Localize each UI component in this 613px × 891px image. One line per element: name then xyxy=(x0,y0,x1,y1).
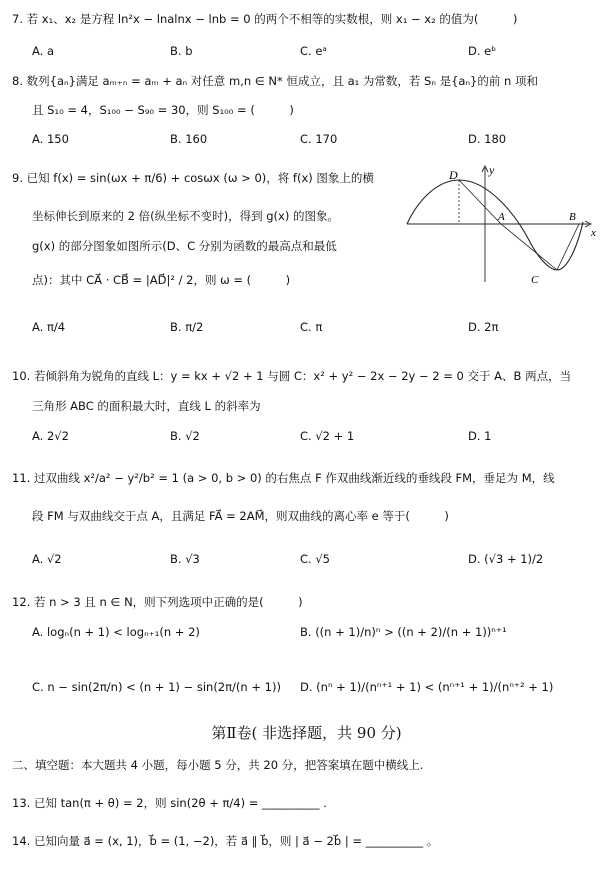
part2-title: 第Ⅱ卷( 非选择题，共 90 分) xyxy=(211,724,402,742)
q7-option-b: B. b xyxy=(170,44,193,58)
q13-stem: 13. 已知 tan(π + θ) = 2，则 sin(2θ + π/4) = __________ . xyxy=(12,796,327,810)
q8-stem-2: 且 S₁₀ = 4，S₁₀₀ − S₉₀ = 30，则 S₁₀₀ = ( ) xyxy=(32,103,294,117)
q12-option-d: D. (nⁿ + 1)/(nⁿ⁺¹ + 1) < (nⁿ⁺¹ + 1)/(nⁿ⁺² + 1) xyxy=(300,680,554,694)
q10-option-a: A. 2√2 xyxy=(32,429,69,443)
q7-stem: 7. 若 x₁、x₂ 是方程 ln²x − lnalnx − lnb = 0 的两个不相等的实数根，则 x₁ − x₂ 的值为( ) xyxy=(12,12,518,26)
q9-option-a: A. π/4 xyxy=(32,320,66,334)
q9-line-2: 坐标伸长到原来的 2 倍(纵坐标不变时)，得到 g(x) 的图象。 xyxy=(32,209,339,223)
q14-stem: 14. 已知向量 a⃗ = (x, 1)，b⃗ = (1, −2)，若 a⃗ ∥ b⃗，则 | a⃗ − 2b⃗ | = __________ 。 xyxy=(12,834,439,848)
segment-da xyxy=(459,180,501,224)
q7-option-c: C. eᵃ xyxy=(300,44,327,58)
q11-option-d: D. (√3 + 1)/2 xyxy=(468,552,544,566)
q8-option-a: A. 150 xyxy=(32,132,69,146)
q7-option-d: D. eᵇ xyxy=(468,44,497,58)
q11-stem-2: 段 FM 与双曲线交于点 A，且满足 FA⃗ = 2AM⃗，则双曲线的离心率 e 等于( ) xyxy=(32,509,449,523)
q11-stem: 11. 过双曲线 x²/a² − y²/b² = 1 (a > 0, b > 0) 的右焦点 F 作双曲线渐近线的垂线段 FM，垂足为 M，线 xyxy=(12,471,555,485)
q9-line-3: g(x) 的部分图象如图所示(D、C 分别为函数的最高点和最低 xyxy=(32,239,337,253)
q10-option-d: D. 1 xyxy=(468,429,492,443)
q10-option-c: C. √2 + 1 xyxy=(300,429,355,443)
q9-curve xyxy=(407,180,583,270)
q11-option-c: C. √5 xyxy=(300,552,330,566)
q8-stem: 8. 数列{aₙ}满足 aₘ₊ₙ = aₘ + aₙ 对任意 m,n ∈ N* 恒成立，且 a₁ 为常数，若 Sₙ 是{aₙ}的前 n 项和 xyxy=(12,74,538,88)
q11-option-a: A. √2 xyxy=(32,552,62,566)
q9-option-b: B. π/2 xyxy=(170,320,204,334)
q9-line-1: 9. 已知 f(x) = sin(ωx + π/6) + cosωx (ω > 0)，将 f(x) 图象上的横 xyxy=(12,171,374,185)
label-b: B xyxy=(569,211,576,223)
q12-stem: 12. 若 n > 3 且 n ∈ N，则下列选项中正确的是( ) xyxy=(12,595,303,609)
label-x: x xyxy=(591,227,596,239)
label-a: A xyxy=(498,211,505,223)
q9-figure xyxy=(405,162,605,287)
q10-option-b: B. √2 xyxy=(170,429,200,443)
q7-option-a: A. a xyxy=(32,44,55,58)
q11-option-b: B. √3 xyxy=(170,552,200,566)
q9-line-4: 点)：其中 CA⃗ · CB⃗ = |AD⃗|² / 2，则 ω = ( ) xyxy=(32,273,291,287)
q12-option-b: B. ((n + 1)/n)ⁿ > ((n + 2)/(n + 1))ⁿ⁺¹ xyxy=(300,625,507,639)
q12-option-c: C. n − sin(2π/n) < (n + 1) − sin(2π/(n + 1)) xyxy=(32,680,281,694)
q8-option-c: C. 170 xyxy=(300,132,338,146)
fill-in-intro: 二、填空题：本大题共 4 小题，每小题 5 分，共 20 分，把答案填在题中横线上. xyxy=(12,758,424,772)
q8-option-d: D. 180 xyxy=(468,132,507,146)
label-y: y xyxy=(489,163,495,177)
q8-option-b: B. 160 xyxy=(170,132,208,146)
q12-option-a: A. logₙ(n + 1) < logₙ₊₁(n + 2) xyxy=(32,625,200,639)
label-c: C xyxy=(531,274,539,286)
q10-stem: 10. 若倾斜角为锐角的直线 L：y = kx + √2 + 1 与圆 C：x² + y² − 2x − 2y − 2 = 0 交于 A、B 两点，当 xyxy=(12,369,572,383)
q9-option-d: D. 2π xyxy=(468,320,499,334)
segment-ca xyxy=(501,224,557,270)
q9-option-c: C. π xyxy=(300,320,323,334)
q10-stem-2: 三角形 ABC 的面积最大时，直线 L 的斜率为 xyxy=(32,399,261,413)
label-d: D xyxy=(449,168,458,182)
